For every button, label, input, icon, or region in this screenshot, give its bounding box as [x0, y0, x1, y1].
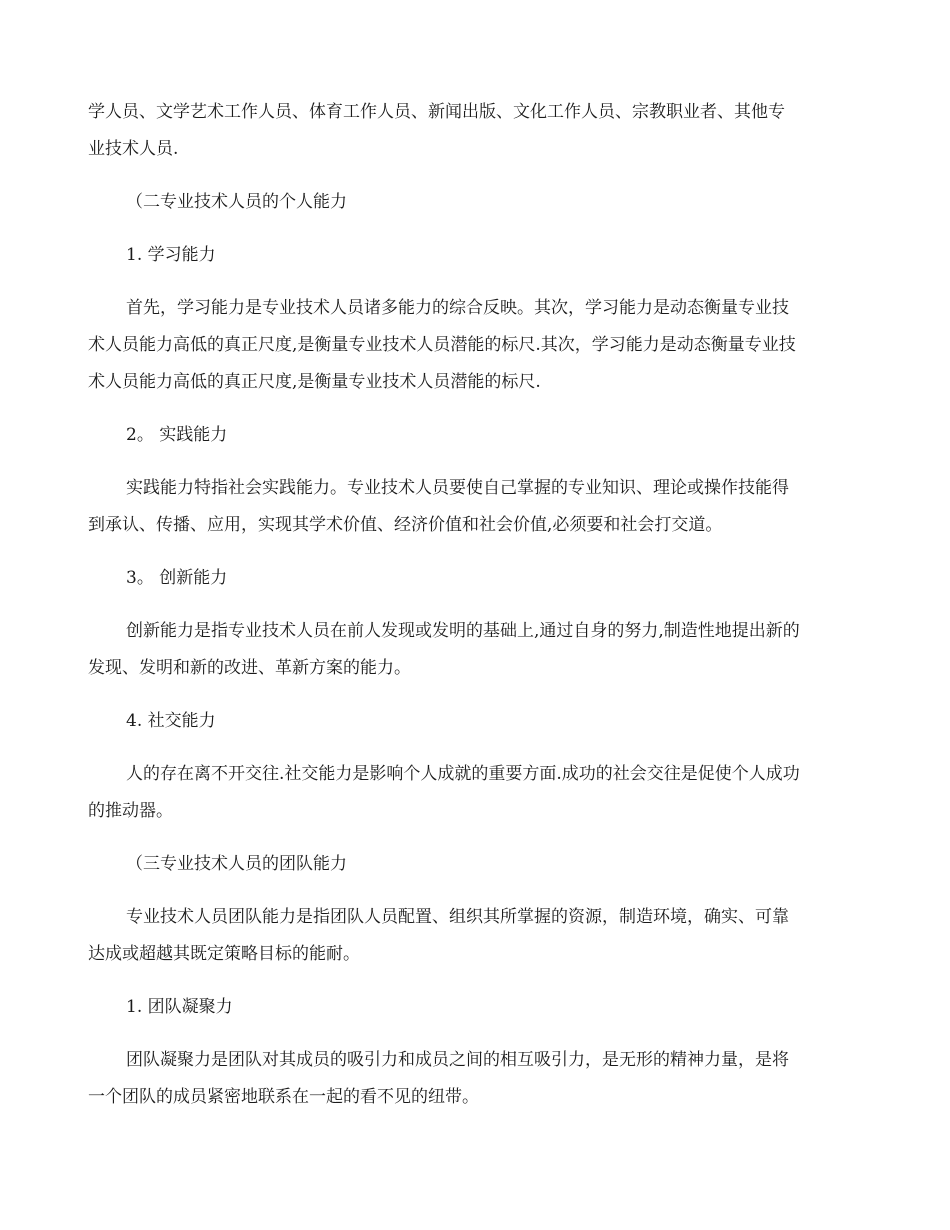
paragraph-line: 术人员能力高低的真正尺度,是衡量专业技术人员潜能的标尺.其次，学习能力是动态衡量专业技 [88, 335, 796, 355]
paragraph-line: 团队凝聚力是团队对其成员的吸引力和成员之间的相互吸引力，是无形的精神力量，是将 [126, 1050, 789, 1070]
paragraph [88, 290, 860, 401]
paragraph-line: 术人员能力高低的真正尺度,是衡量专业技术人员潜能的标尺. [88, 372, 541, 392]
section-heading: 4. 社交能力 [126, 711, 216, 731]
paragraph-line: 到承认、传播、应用，实现其学术价值、经济价值和社会价值,必须要和社会打交道。 [88, 515, 723, 535]
paragraph-line: 业技术人员. [88, 139, 179, 159]
paragraph [88, 899, 860, 973]
paragraph [88, 94, 860, 168]
document-page [88, 94, 860, 1132]
document-body [88, 94, 860, 1116]
paragraph [88, 756, 860, 830]
section-heading: （二专业技术人员的个人能力 [126, 192, 347, 212]
paragraph-line: 实践能力特指社会实践能力。专业技术人员要使自己掌握的专业知识、理论或操作技能得 [126, 478, 789, 498]
paragraph-line: 创新能力是指专业技术人员在前人发现或发明的基础上,通过自身的努力,制造性地提出新的 [126, 621, 800, 641]
paragraph-line: 一个团队的成员紧密地联系在一起的看不见的纽带。 [88, 1087, 479, 1107]
section-heading: （三专业技术人员的团队能力 [126, 854, 347, 874]
paragraph-line: 的推动器。 [88, 801, 173, 821]
paragraph-line: 学人员、文学艺术工作人员、体育工作人员、新闻出版、文化工作人员、宗教职业者、其他专 [88, 102, 785, 122]
paragraph-line: 发现、发明和新的改进、革新方案的能力。 [88, 658, 411, 678]
paragraph-line: 达成或超越其既定策略目标的能耐。 [88, 944, 360, 964]
paragraph [88, 470, 860, 544]
section-heading: 1. 学习能力 [126, 245, 216, 265]
paragraph [88, 613, 860, 687]
paragraph-line: 首先，学习能力是专业技术人员诸多能力的综合反映。其次，学习能力是动态衡量专业技 [126, 298, 789, 318]
paragraph [88, 1042, 860, 1116]
paragraph-line: 专业技术人员团队能力是指团队人员配置、组织其所掌握的资源，制造环境，确实、可靠 [126, 907, 789, 927]
section-heading: 3。 创新能力 [126, 568, 228, 588]
paragraph-line: 人的存在离不开交往.社交能力是影响个人成就的重要方面.成功的社会交往是促使个人成功 [126, 764, 800, 784]
section-heading: 2。 实践能力 [126, 425, 228, 445]
section-heading: 1. 团队凝聚力 [126, 997, 233, 1017]
